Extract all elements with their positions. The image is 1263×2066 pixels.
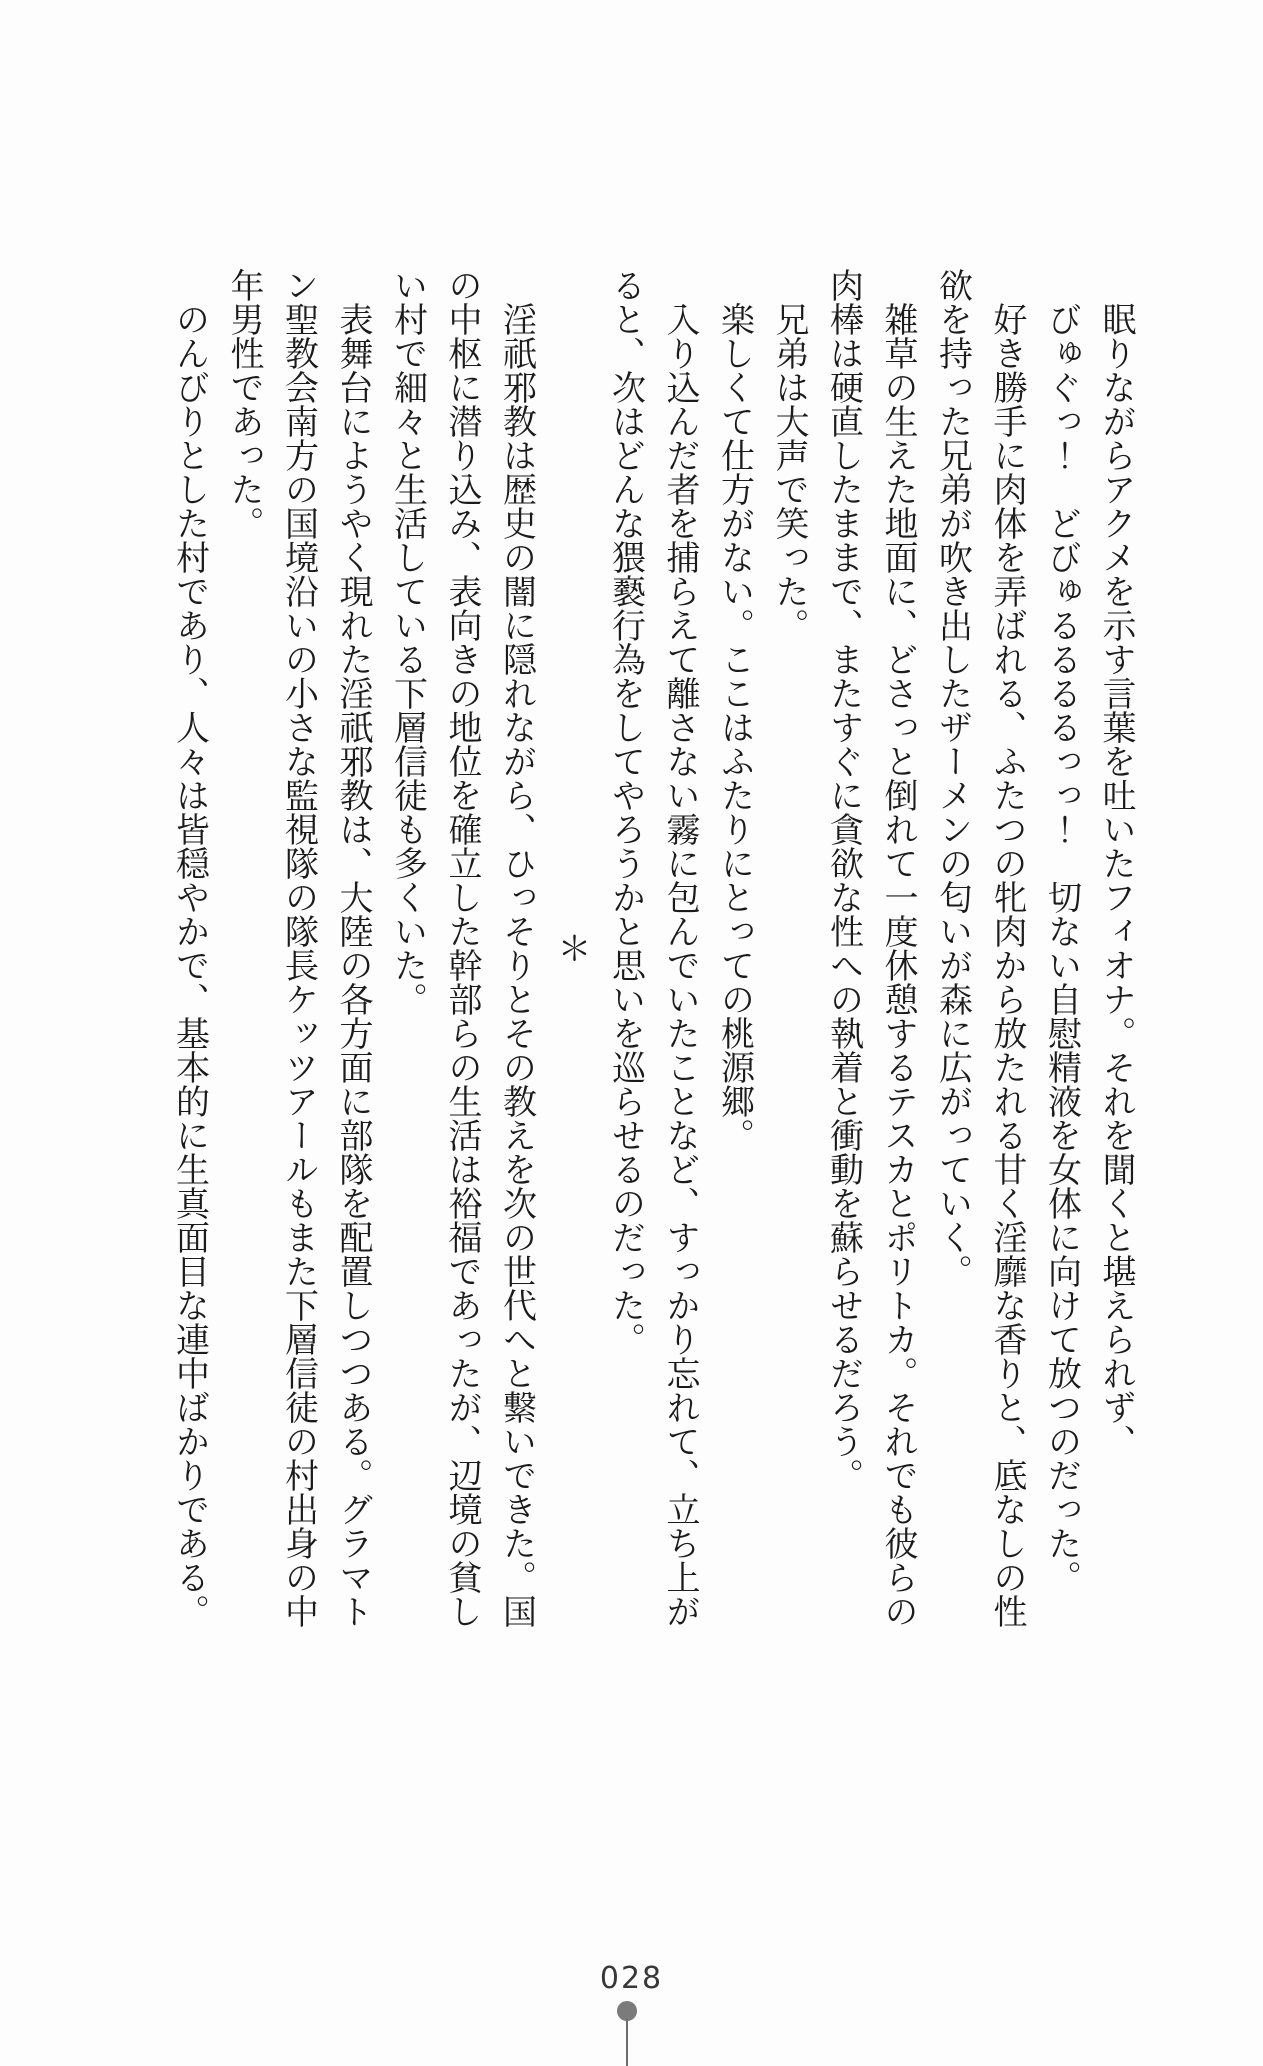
paragraph: 入り込んだ者を捕らえて離さない霧に包んでいたことなど、すっかり忘れて、立ち上がると、次はどんな猥褻行為をしてやろうかと思いを巡らせるのだった。 xyxy=(605,268,700,1628)
paragraph: 眠りながらアクメを示す言葉を吐いたフィオナ。それを聞くと堪えられず、 xyxy=(1096,302,1136,1458)
paragraph: びゅぐっ！ どびゅるるるるっっ！ 切ない自慰精液を女体に向けて放つのだった。 xyxy=(1041,302,1082,1594)
body-text xyxy=(162,268,1143,1628)
footer-dot-marker xyxy=(617,2001,637,2021)
paragraph: 好き勝手に肉体を弄ばれる、ふたつの牝肉から放たれる甘く淫靡な香りと、底なしの性欲を持った兄弟が吹き出したザーメンの匂いが森に広がっていく。 xyxy=(932,268,1027,1628)
paragraph: 淫祇邪教は歴史の闇に隠れながら、ひっそりとその教えを次の世代へと繋いできた。国の中枢に潜り込み、表向きの地位を確立した幹部らの生活は裕福であったが、辺境の貧しい村で細々と生活している下層信徒も多くいた。 xyxy=(387,268,537,1628)
paragraph: 雑草の生えた地面に、どさっと倒れて一度休憩するテスカとポリトカ。それでも彼らの肉棒は硬直したままで、またすぐに貪欲な性への執着と衝動を蘇らせるだろう。 xyxy=(823,268,918,1628)
scene-break-asterisk: ＊ xyxy=(551,931,591,965)
footer-vertical-line xyxy=(626,2019,628,2066)
paragraph: 楽しくて仕方がない。ここはふたりにとっての桃源郷。 xyxy=(714,302,755,1152)
page-number: 028 xyxy=(599,1961,664,1996)
paragraph: 表舞台にようやく現れた淫祇邪教は、大陸の各方面に部隊を配置しつつある。グラマトン聖教会南方の国境沿いの小さな監視隊の隊長ケッツアールもまた下層信徒の村出身の中年男性であった。 xyxy=(224,268,373,1628)
paragraph: 兄弟は大声で笑った。 xyxy=(769,302,809,642)
paragraph: のんびりとした村であり、人々は皆穏やかで、基本的に生真面目な連中ばかりである。 xyxy=(169,302,210,1628)
